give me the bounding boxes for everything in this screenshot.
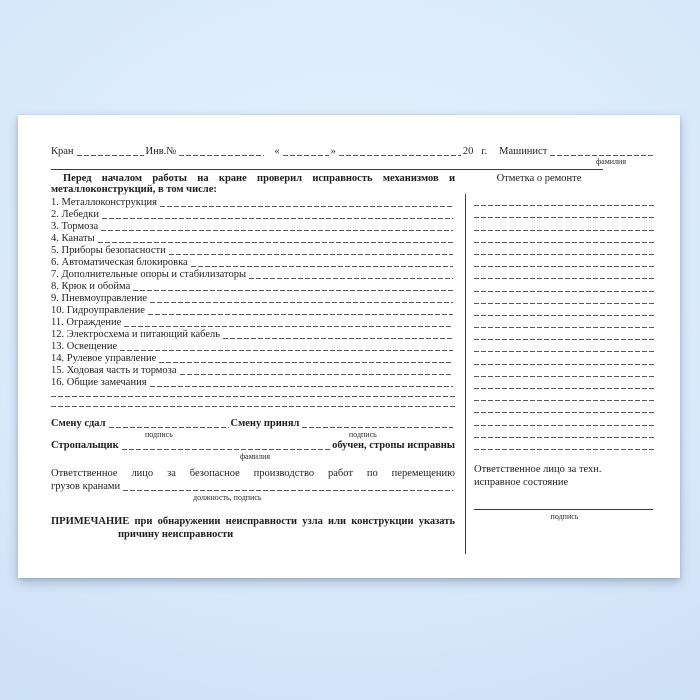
checklist-item-label: 1. Металлоконструкция xyxy=(51,197,157,208)
date-close-quote: » xyxy=(330,146,336,157)
repair-blank-line xyxy=(474,389,655,401)
repair-blank-line xyxy=(474,304,655,316)
checklist-item-label: 13. Освещение xyxy=(51,341,118,352)
repair-column-title: Отметка о ремонте xyxy=(496,173,582,184)
header-divider xyxy=(51,169,603,170)
operator-surname-hint: фамилия xyxy=(595,157,626,166)
blank-line xyxy=(133,290,453,291)
checklist-item-label: 14. Рулевое управление xyxy=(51,353,157,364)
repair-blank-line xyxy=(474,218,655,230)
blank-line xyxy=(51,396,455,397)
repair-blank-line xyxy=(474,316,655,328)
repair-blank-line xyxy=(474,292,655,304)
position-signature-hint: должность, подпись xyxy=(193,493,262,502)
checklist-item xyxy=(51,221,455,233)
repair-blank-line xyxy=(474,340,655,352)
checklist-item xyxy=(51,317,455,329)
operator-label: Машинист xyxy=(499,146,548,157)
tech-responsible-line-1: Ответственное лицо за техн. xyxy=(474,463,602,475)
checklist-item-label: 12. Электросхема и питающий кабель xyxy=(51,329,221,340)
checklist-item xyxy=(51,329,455,341)
cargo-label: грузов кранами xyxy=(51,481,121,492)
responsible-line-2 xyxy=(51,481,455,494)
checklist-item xyxy=(51,365,455,377)
blank-line xyxy=(120,350,453,351)
checklist-item-label: 15. Ходовая часть и тормоза xyxy=(51,365,177,376)
checklist-item xyxy=(51,209,455,221)
checklist-item-label: 11. Ограждение xyxy=(51,317,122,328)
remarks-blank-row xyxy=(51,399,455,409)
repair-column xyxy=(474,173,655,522)
repair-blank-line xyxy=(474,279,655,291)
date-open-quote: « xyxy=(274,146,280,157)
form-content xyxy=(51,115,656,578)
checklist-item-label: 7. Дополнительные опоры и стабилизаторы xyxy=(51,269,247,280)
intro-line-1: Перед началом работы на кране проверил исправность механизмов и xyxy=(63,173,455,184)
year-prefix: 20 xyxy=(462,146,474,157)
tech-signature-hint: подпись xyxy=(550,511,579,521)
checklist-item xyxy=(51,293,455,305)
note-line-1: ПРИМЕЧАНИЕ при обнаружении неисправности узла или конструкции указать xyxy=(51,516,455,527)
operator-blank-field xyxy=(550,155,654,156)
blank-line xyxy=(124,326,453,327)
repair-blank-line xyxy=(474,255,655,267)
responsible-line-1: Ответственное лицо за безопасное производство работ по перемещению xyxy=(51,468,455,479)
repair-blank-line xyxy=(474,365,655,377)
repair-blank-lines xyxy=(474,194,655,450)
blank-line xyxy=(150,386,453,387)
year-suffix: г. xyxy=(481,146,488,157)
blank-line xyxy=(159,362,453,363)
checklist-column xyxy=(51,173,455,541)
repair-blank-line xyxy=(474,328,655,340)
blank-line xyxy=(51,406,455,407)
signature-hint: подпись xyxy=(145,430,173,439)
checklist-item xyxy=(51,245,455,257)
repair-blank-line xyxy=(474,194,655,206)
repair-blank-line xyxy=(474,243,655,255)
responsible-blank xyxy=(123,490,453,491)
checklist-item-label: 9. Пневмоуправление xyxy=(51,293,148,304)
blank-line xyxy=(101,230,453,231)
repair-blank-line xyxy=(474,206,655,218)
checklist-item xyxy=(51,233,455,245)
blank-line xyxy=(223,338,453,339)
checklist-item xyxy=(51,269,455,281)
date-day-blank-field xyxy=(283,155,329,156)
checklist-item xyxy=(51,377,455,389)
inventory-label: Инв.№ xyxy=(145,146,177,157)
checklist-item xyxy=(51,305,455,317)
repair-blank-line xyxy=(474,377,655,389)
tech-signature-line xyxy=(474,509,653,510)
inventory-blank-field xyxy=(179,155,264,156)
note-line-2: причину неисправности xyxy=(118,529,234,540)
position-signature-hint-row xyxy=(51,493,455,503)
remarks-blank-row xyxy=(51,389,455,399)
repair-blank-line xyxy=(474,438,655,450)
checklist-item-label: 5. Приборы безопасности xyxy=(51,245,166,256)
shift-handed-blank xyxy=(109,427,229,428)
checklist-item-label: 16. Общие замечания xyxy=(51,377,147,388)
crane-label: Кран xyxy=(51,146,74,157)
checklist-item xyxy=(51,353,455,365)
checklist-item-label: 6. Автоматическая блокировка xyxy=(51,257,188,268)
blank-line xyxy=(98,242,453,243)
repair-blank-line xyxy=(474,231,655,243)
form-sheet xyxy=(18,115,680,578)
blank-line xyxy=(180,374,454,375)
signature-hint-row xyxy=(51,430,455,440)
repair-blank-line xyxy=(474,413,655,425)
checklist-item-label: 8. Крюк и обойма xyxy=(51,281,131,292)
slinger-blank xyxy=(122,449,330,450)
blank-line xyxy=(148,314,453,315)
checklist-item xyxy=(51,257,455,269)
shift-handed-label: Смену сдал xyxy=(51,418,106,429)
checklist xyxy=(51,197,455,389)
shift-accepted-blank xyxy=(302,427,453,428)
slinger-status: обучен, стропы исправны xyxy=(332,440,455,451)
shift-accepted-label: Смену принял xyxy=(230,418,300,429)
blank-line xyxy=(249,278,453,279)
repair-blank-line xyxy=(474,401,655,413)
surname-hint-row xyxy=(51,452,455,462)
checklist-item-label: 2. Лебедки xyxy=(51,209,99,220)
date-month-blank-field xyxy=(339,155,461,156)
blank-line xyxy=(102,218,453,219)
tech-responsible-line-2: исправное состояние xyxy=(474,476,569,488)
shift-row xyxy=(51,419,455,430)
surname-hint: фамилия xyxy=(240,452,271,461)
repair-blank-line xyxy=(474,352,655,364)
slinger-label: Стропальщик xyxy=(51,440,119,451)
checklist-item xyxy=(51,341,455,353)
blank-line xyxy=(150,302,453,303)
signature-hint: подпись xyxy=(348,430,377,439)
checklist-item-label: 3. Тормоза xyxy=(51,221,99,232)
intro-line-2: металлоконструкций, в том числе: xyxy=(51,184,217,195)
blank-line xyxy=(160,206,453,207)
slinger-row xyxy=(51,440,455,452)
crane-blank-field xyxy=(77,155,144,156)
checklist-item xyxy=(51,197,455,209)
repair-blank-line xyxy=(474,267,655,279)
checklist-item-label: 4. Канаты xyxy=(51,233,95,244)
column-divider xyxy=(465,194,466,554)
repair-blank-line xyxy=(474,426,655,438)
checklist-item xyxy=(51,281,455,293)
blank-line xyxy=(191,266,453,267)
checklist-item-label: 10. Гидроуправление xyxy=(51,305,145,316)
blank-line xyxy=(169,254,453,255)
